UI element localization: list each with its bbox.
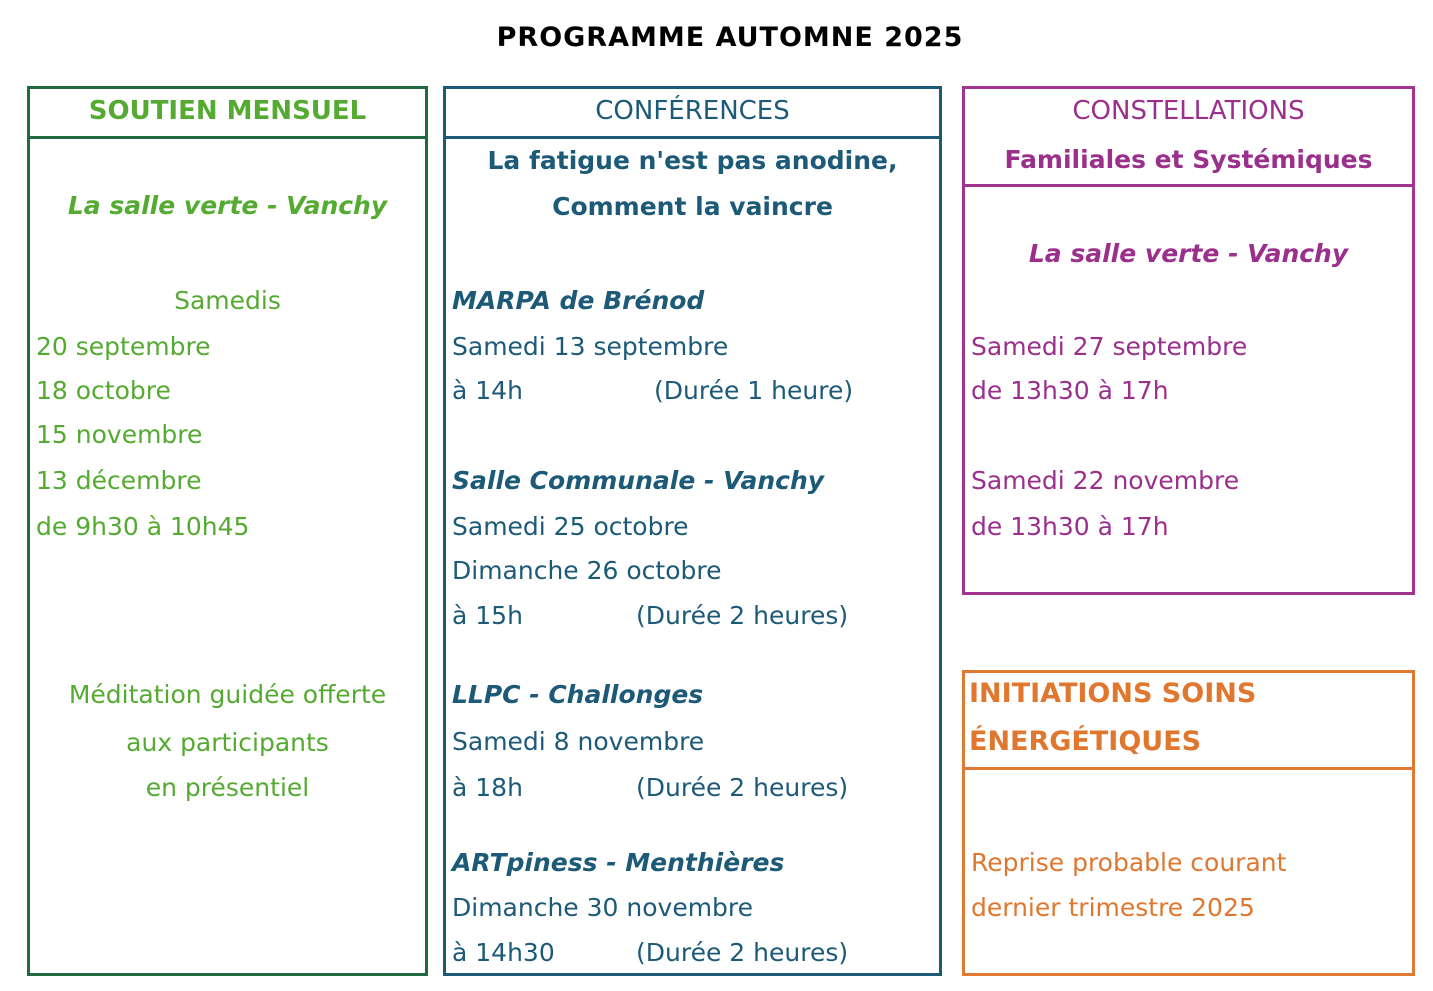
conferences-header-title: CONFÉRENCES	[595, 96, 790, 126]
soutien-date: 13 décembre	[36, 466, 202, 495]
constellations-panel	[962, 86, 1415, 595]
conference-time: à 14h30	[452, 938, 555, 967]
soutien-days-label: Samedis	[174, 286, 281, 315]
soutien-date: 20 septembre	[36, 332, 211, 361]
soutien-time: de 9h30 à 10h45	[36, 512, 250, 541]
conference-time: à 18h	[452, 773, 523, 802]
conferences-panel	[443, 86, 942, 976]
constellations-header-title: CONSTELLATIONS	[1072, 96, 1305, 126]
initiations-header	[965, 673, 1412, 770]
constellations-header-subtitle: Familiales et Systémiques	[1004, 145, 1373, 174]
page-title: PROGRAMME AUTOMNE 2025	[496, 22, 964, 53]
soutien-date: 18 octobre	[36, 376, 171, 405]
conference-place: Salle Communale - Vanchy	[452, 466, 825, 495]
constellations-session-date: Samedi 22 novembre	[971, 466, 1240, 495]
conference-time: à 14h	[452, 376, 523, 405]
soutien-date: 15 novembre	[36, 420, 203, 449]
conference-place: LLPC - Challonges	[452, 680, 704, 709]
soutien-mensuel-panel	[27, 86, 428, 976]
conference-date: Samedi 13 septembre	[452, 332, 729, 361]
conferences-subtitle-line: La fatigue n'est pas anodine,	[487, 146, 898, 175]
conferences-subtitle-line: Comment la vaincre	[552, 192, 833, 221]
constellations-header	[965, 89, 1412, 187]
soutien-note-line: en présentiel	[145, 773, 310, 802]
conference-place: MARPA de Brénod	[452, 286, 705, 315]
soutien-note-line: aux participants	[126, 728, 329, 757]
conferences-header	[446, 89, 939, 139]
conference-duration: (Durée 2 heures)	[636, 938, 849, 967]
initiations-header-line: INITIATIONS SOINS	[969, 678, 1257, 709]
conference-date: Dimanche 30 novembre	[452, 893, 754, 922]
constellations-session-date: Samedi 27 septembre	[971, 332, 1248, 361]
initiations-header-line: ÉNERGÉTIQUES	[969, 726, 1202, 757]
conference-duration: (Durée 1 heure)	[654, 376, 854, 405]
conference-date: Samedi 8 novembre	[452, 727, 705, 756]
conference-place: ARTpiness - Menthières	[452, 848, 785, 877]
soutien-note-line: Méditation guidée offerte	[68, 680, 387, 709]
constellations-session-time: de 13h30 à 17h	[971, 376, 1169, 405]
initiations-note-line: dernier trimestre 2025	[971, 893, 1255, 922]
conference-duration: (Durée 2 heures)	[636, 601, 849, 630]
conference-date: Samedi 25 octobre	[452, 512, 689, 541]
soutien-header	[30, 89, 425, 139]
constellations-place: La salle verte - Vanchy	[1028, 239, 1349, 268]
soutien-place: La salle verte - Vanchy	[67, 191, 388, 220]
conference-date: Dimanche 26 octobre	[452, 556, 722, 585]
conference-time: à 15h	[452, 601, 523, 630]
constellations-session-time: de 13h30 à 17h	[971, 512, 1169, 541]
initiations-panel	[962, 670, 1415, 976]
conference-duration: (Durée 2 heures)	[636, 773, 849, 802]
soutien-header-title: SOUTIEN MENSUEL	[88, 96, 367, 126]
initiations-note-line: Reprise probable courant	[971, 848, 1287, 877]
